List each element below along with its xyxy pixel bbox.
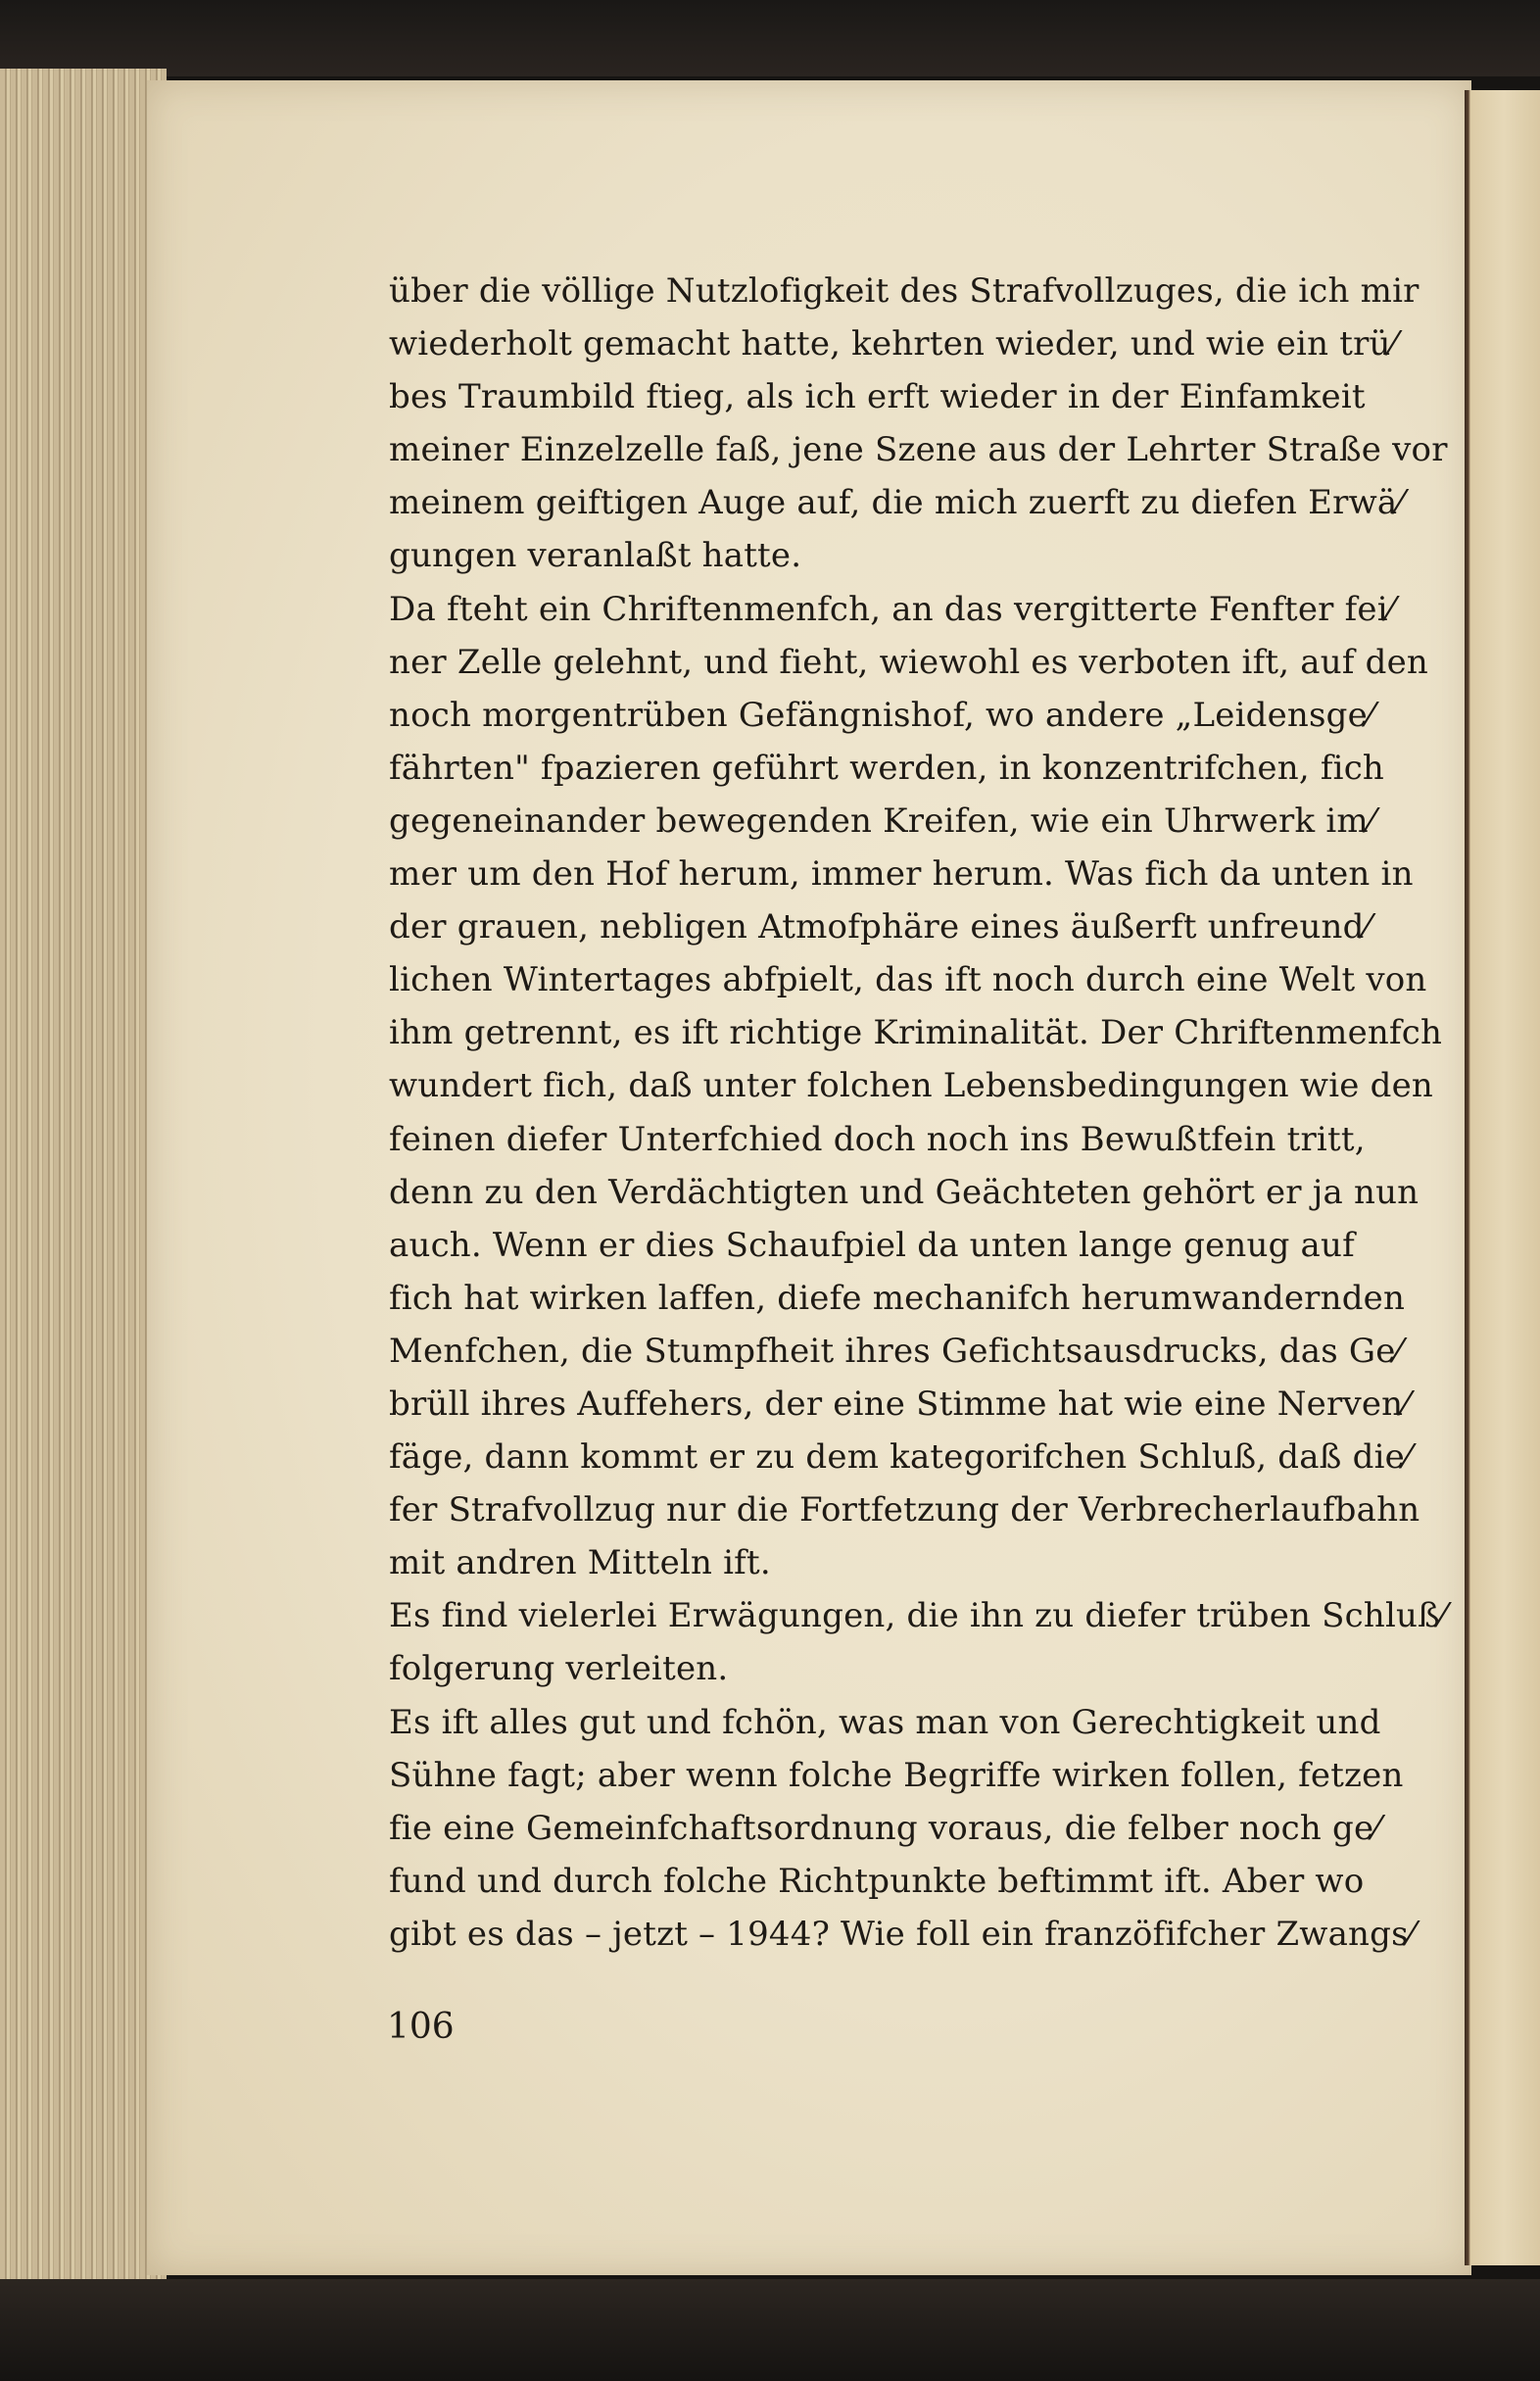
text-line: auch. Wenn er dies Schaufpiel da unten lange genug auf: [389, 1225, 1355, 1265]
text-line: Menfchen, die Stumpfheit ihres Gefichtsausdrucks, das Ge⁄: [389, 1331, 1402, 1371]
text-line: gibt es das – jetzt – 1944? Wie foll ein franzöfifcher Zwangs⁄: [389, 1914, 1415, 1954]
text-line: folgerung verleiten.: [389, 1649, 729, 1689]
text-line: meiner Einzelzelle faß, jene Szene aus der Lehrter Straße vor: [389, 430, 1448, 470]
text-line: mit andren Mitteln ift.: [389, 1543, 771, 1583]
text-line: meinem geiftigen Auge auf, die mich zuerft zu diefen Erwä⁄: [389, 483, 1404, 523]
text-line: gegeneinander bewegenden Kreifen, wie ein Uhrwerk im⁄: [389, 801, 1374, 841]
text-line: über die völlige Nutzlofigkeit des Strafvollzuges, die ich mir: [389, 271, 1420, 311]
text-line: fund und durch folche Richtpunkte beftimmt ift. Aber wo: [389, 1861, 1365, 1901]
scan-background-top: [0, 0, 1540, 76]
page-number: 106: [387, 2007, 455, 2047]
text-line: wiederholt gemacht hatte, kehrten wieder, und wie ein trü⁄: [389, 324, 1397, 364]
text-line: fer Strafvollzug nur die Fortfetzung der Verbrecherlaufbahn: [389, 1490, 1420, 1531]
text-line: noch morgentrüben Gefängnishof, wo andere „Leidensge⁄: [389, 695, 1373, 735]
text-line: Sühne fagt; aber wenn folche Begriffe wirken follen, fetzen: [389, 1755, 1404, 1795]
text-line: wundert fich, daß unter folchen Lebensbedingungen wie den: [389, 1066, 1433, 1106]
text-line: fäge, dann kommt er zu dem kategorifchen Schluß, daß die⁄: [389, 1437, 1411, 1478]
body-text: [389, 265, 1448, 1961]
stacked-page-edges: [0, 69, 167, 2283]
text-line: fich hat wirken laffen, diefe mechanifch herumwandernden: [389, 1278, 1406, 1318]
text-line: der grauen, nebligen Atmofphäre eines äußerft unfreund⁄: [389, 907, 1371, 948]
text-line: ner Zelle gelehnt, und fieht, wiewohl es verboten ift, auf den: [389, 642, 1428, 682]
text-line: fie eine Gemeinfchaftsordnung voraus, die felber noch ge⁄: [389, 1808, 1380, 1848]
text-line: mer um den Hof herum, immer herum. Was fich da unten in: [389, 854, 1414, 895]
text-line: denn zu den Verdächtigten und Geächteten gehört er ja nun: [389, 1172, 1420, 1212]
text-line: Es ift alles gut und fchön, was man von Gerechtigkeit und: [389, 1702, 1381, 1742]
text-line: brüll ihres Auffehers, der eine Stimme hat wie eine Nerven⁄: [389, 1384, 1410, 1424]
text-line: lichen Wintertages abfpielt, das ift noch durch eine Welt von: [389, 960, 1427, 1000]
text-line: Da fteht ein Chriftenmenfch, an das vergitterte Fenfter fei⁄: [389, 589, 1394, 629]
text-line: bes Traumbild ftieg, als ich erft wieder in der Einfamkeit: [389, 377, 1366, 417]
text-line: feinen diefer Unterfchied doch noch ins Bewußtfein tritt,: [389, 1119, 1366, 1159]
facing-page-edge: [1465, 90, 1540, 2265]
text-line: gungen veranlaßt hatte.: [389, 536, 802, 576]
scan-background-bottom: [0, 2279, 1540, 2381]
text-line: Es find vielerlei Erwägungen, die ihn zu diefer trüben Schluß⁄: [389, 1596, 1446, 1636]
text-line: ihm getrennt, es ift richtige Kriminalität. Der Chriftenmenfch: [389, 1013, 1443, 1053]
text-line: fährten" fpazieren geführt werden, in konzentrifchen, fich: [389, 748, 1385, 788]
